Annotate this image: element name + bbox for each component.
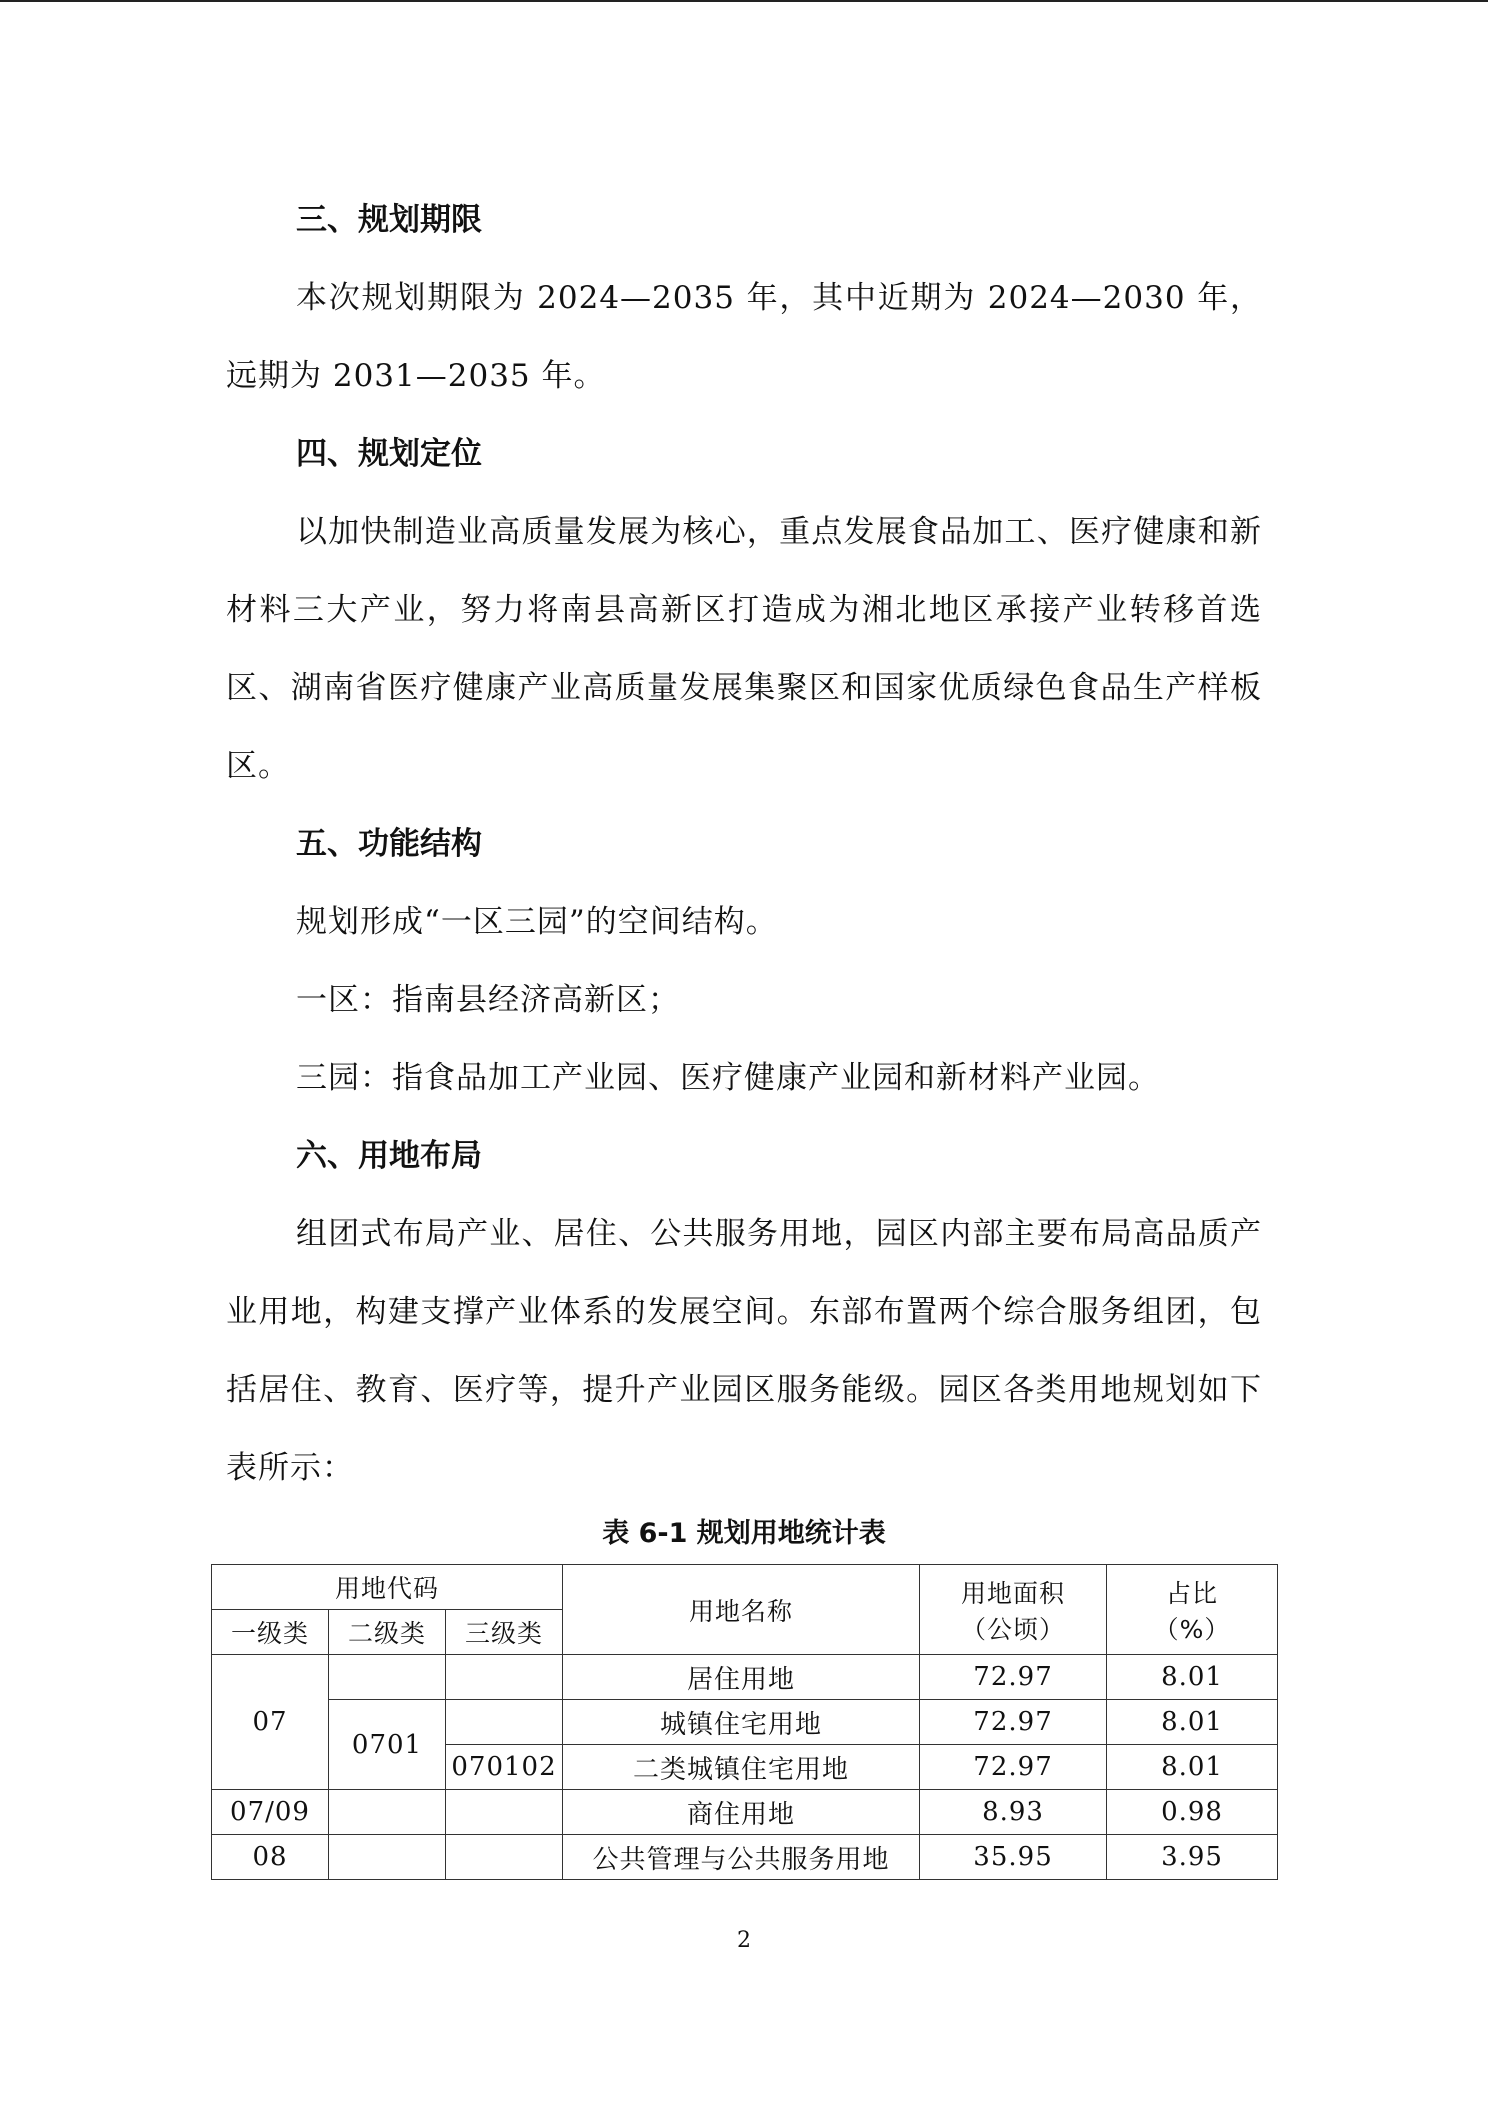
structure-one-zone-line: 一区：指南县经济高新区；: [296, 982, 680, 1018]
header-level1: 一级类: [212, 1610, 329, 1655]
cell-ratio: 8.01: [1107, 1745, 1278, 1790]
cell-level2: [329, 1655, 446, 1700]
header-level2: 二级类: [329, 1610, 446, 1655]
cell-name: 居住用地: [563, 1655, 920, 1700]
cell-level3: [446, 1700, 563, 1745]
paragraph-planning-positioning: 以加快制造业高质量发展为核心，重点发展食品加工、医疗健康和新材料三大产业，努力将南县高新区打造成为湘北地区承接产业转移首选区、湖南省医疗健康产业高质量发展集聚区和国家优质绿色食品生产样板区。: [226, 514, 1262, 784]
table-row: [212, 1790, 1278, 1835]
cell-ratio: 8.01: [1107, 1700, 1278, 1745]
cell-area: 72.97: [920, 1745, 1107, 1790]
table-row: [212, 1655, 1278, 1700]
header-ratio-unit: （%）: [1153, 1614, 1231, 1644]
page-number: 2: [737, 1928, 751, 1953]
cell-level3: [446, 1835, 563, 1880]
header-land-area-unit: （公顷）: [961, 1614, 1066, 1644]
structure-three-parks-line: 三园：指食品加工产业园、医疗健康产业园和新材料产业园。: [296, 1060, 1160, 1096]
cell-name: 商住用地: [563, 1790, 920, 1835]
cell-level2: [329, 1835, 446, 1880]
cell-area: 35.95: [920, 1835, 1107, 1880]
cell-name: 二类城镇住宅用地: [563, 1745, 920, 1790]
section-heading-land-layout: 六、用地布局: [296, 1138, 482, 1174]
page-top-border: [0, 0, 1488, 2]
header-ratio: [1107, 1565, 1278, 1655]
cell-area: 72.97: [920, 1700, 1107, 1745]
table-row: [212, 1700, 1278, 1745]
cell-area: 72.97: [920, 1655, 1107, 1700]
header-land-name: 用地名称: [563, 1565, 920, 1655]
structure-summary-line: 规划形成“一区三园”的空间结构。: [296, 904, 778, 940]
header-ratio-label: 占比: [1166, 1578, 1219, 1608]
cell-ratio: 3.95: [1107, 1835, 1278, 1880]
cell-name: 城镇住宅用地: [563, 1700, 920, 1745]
header-land-area: [920, 1565, 1107, 1655]
table-row: [212, 1835, 1278, 1880]
paragraph-planning-period: 本次规划期限为 2024—2035 年，其中近期为 2024—2030 年，远期为 2031—2035 年。: [226, 280, 1262, 394]
cell-area: 8.93: [920, 1790, 1107, 1835]
cell-level2: [329, 1790, 446, 1835]
table-header-row: [212, 1565, 1278, 1610]
cell-ratio: 8.01: [1107, 1655, 1278, 1700]
cell-level3: 070102: [446, 1745, 563, 1790]
header-land-code: 用地代码: [212, 1565, 563, 1610]
cell-level1: 07: [212, 1655, 329, 1790]
section-heading-functional-structure: 五、功能结构: [296, 826, 482, 862]
cell-level1: 08: [212, 1835, 329, 1880]
cell-level2: 0701: [329, 1700, 446, 1790]
cell-name: 公共管理与公共服务用地: [563, 1835, 920, 1880]
paragraph-land-layout: 组团式布局产业、居住、公共服务用地，园区内部主要布局高品质产业用地，构建支撑产业体系的发展空间。东部布置两个综合服务组团，包括居住、教育、医疗等，提升产业园区服务能级。园区各类用地规划如下表所示：: [226, 1216, 1262, 1486]
cell-ratio: 0.98: [1107, 1790, 1278, 1835]
cell-level1: 07/09: [212, 1790, 329, 1835]
table-caption: 表 6-1 规划用地统计表: [602, 1518, 886, 1549]
section-heading-planning-period: 三、规划期限: [296, 202, 482, 238]
header-level3: 三级类: [446, 1610, 563, 1655]
land-use-statistics-table: [211, 1564, 1278, 1880]
cell-level3: [446, 1655, 563, 1700]
header-land-area-label: 用地面积: [961, 1578, 1066, 1608]
cell-level3: [446, 1790, 563, 1835]
section-heading-planning-positioning: 四、规划定位: [296, 436, 482, 472]
